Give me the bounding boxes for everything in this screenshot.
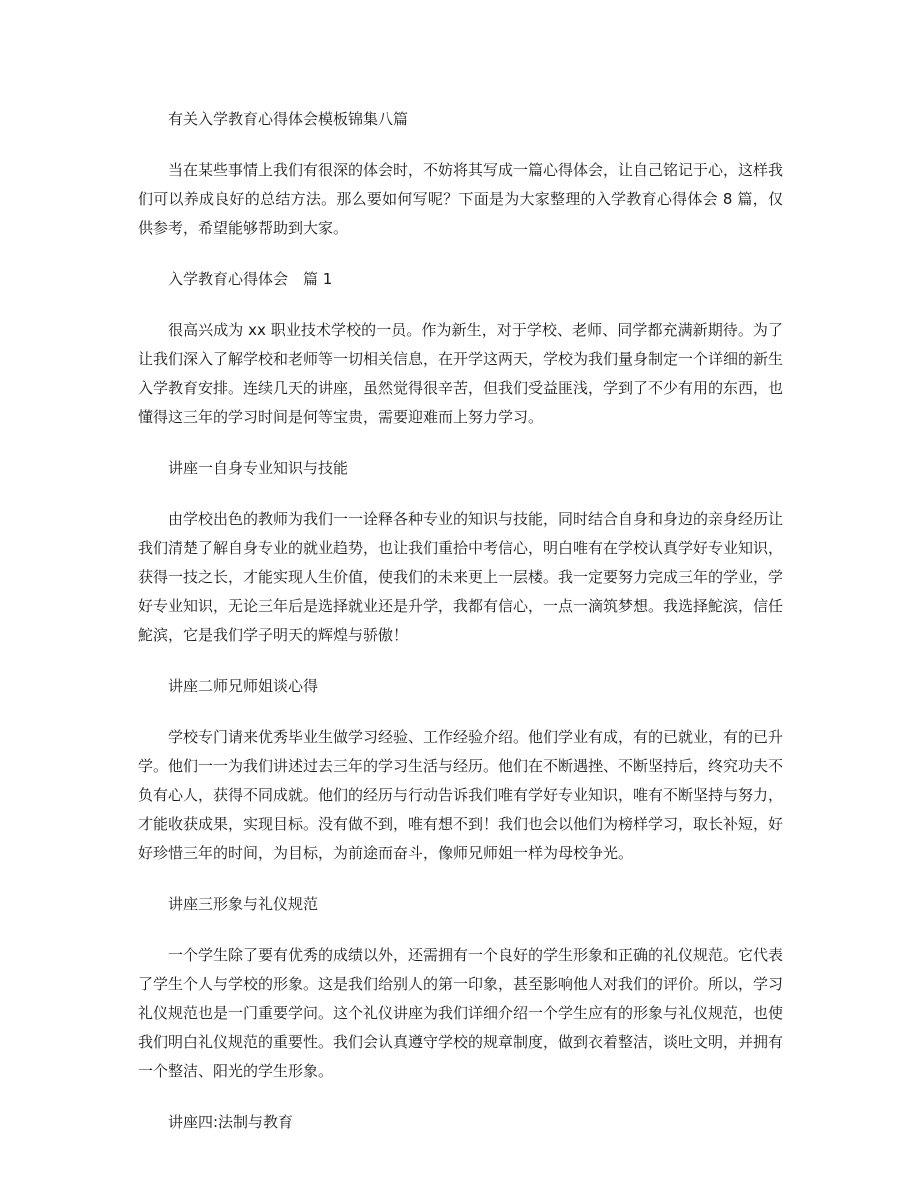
document-title: 有关入学教育心得体会模板锦集八篇 — [168, 110, 409, 128]
section-1-paragraph: 很高兴成为 xx 职业技术学校的一员。作为新生，对于学校、老师、同学都充满新期待。为了让我们深入了解学校和老师等一切相关信息，在开学这两天，学校为我们量身制定一个详细的新生入学教育安排。连续几天的讲座，虽然觉得很辛苦，但我们受益匪浅，学到了不少有用的东西，也懂得这三年的学习时间是何等宝贵，需要迎难而上努力学习。 — [138, 321, 784, 426]
document-body — [138, 105, 783, 1137]
lecture-4-heading: 讲座四:法制与教育 — [168, 1113, 294, 1131]
section-1-heading: 入学教育心得体会 篇 1 — [168, 270, 333, 288]
lecture-1-heading: 讲座一自身专业知识与技能 — [168, 459, 349, 477]
intro-paragraph: 当在某些事情上我们有很深的体会时，不妨将其写成一篇心得体会，让自己铭记于心，这样我们可以养成良好的总结方法。那么要如何写呢？下面是为大家整理的入学教育心得体会 8 篇，仅供参考，希望能够帮助到大家。 — [138, 161, 784, 237]
lecture-1-paragraph: 由学校出色的教师为我们一一诠释各种专业的知识与技能，同时结合自身和身边的亲身经历让我们清楚了解自身专业的就业趋势，也让我们重拾中考信心，明白唯有在学校认真学好专业知识，获得一技之长，才能实现人生价值，使我们的未来更上一层楼。我一定要努力完成三年的学业，学好专业知识，无论三年后是选择就业还是升学，我都有信心，一点一滴筑梦想。我选择鮀滨，信任鮀滨，它是我们学子明天的辉煌与骄傲！ — [138, 510, 784, 644]
lecture-3-paragraph: 一个学生除了要有优秀的成绩以外，还需拥有一个良好的学生形象和正确的礼仪规范。它代表了学生个人与学校的形象。这是我们给别人的第一印象，甚至影响他人对我们的评价。所以，学习礼仪规范也是一门重要学问。这个礼仪讲座为我们详细介绍一个学生应有的形象与礼仪规范，也使我们明白礼仪规范的重要性。我们会认真遵守学校的规章制度，做到衣着整洁，谈吐文明，并拥有一个整洁、阳光的学生形象。 — [138, 946, 784, 1080]
lecture-2-heading: 讲座二师兄师姐谈心得 — [168, 677, 319, 695]
lecture-3-heading: 讲座三形象与礼仪规范 — [168, 895, 319, 913]
lecture-2-paragraph: 学校专门请来优秀毕业生做学习经验、工作经验介绍。他们学业有成，有的已就业，有的已升学。他们一一为我们讲述过去三年的学习生活与经历。他们在不断遇挫、不断坚持后，终究功夫不负有心人，获得不同成就。他们的经历与行动告诉我们唯有学好专业知识，唯有不断坚持与努力，才能收获成果，实现目标。没有做不到，唯有想不到！我们也会以他们为榜样学习，取长补短，好好珍惜三年的时间，为目标，为前途而奋斗，像师兄师姐一样为母校争光。 — [138, 728, 784, 862]
